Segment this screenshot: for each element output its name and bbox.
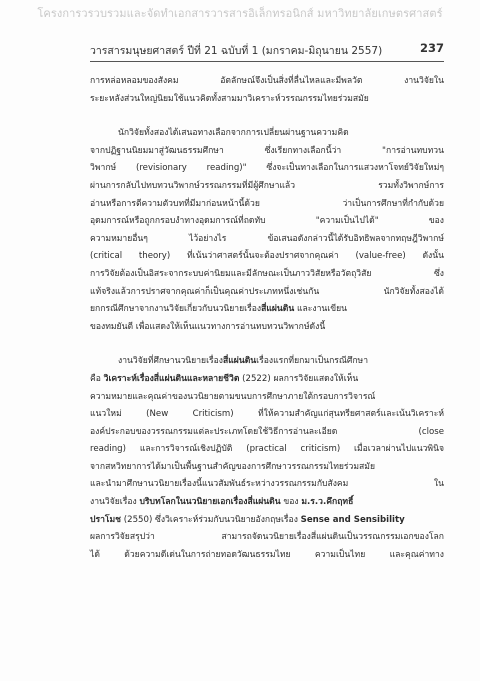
- text-line: การวิจัยต้องเป็นอิสระจากระบบค่านิยมและมีลักษณะเป็นภาววิสัยหรือวัตถุวิสัย ซึ่ง: [90, 268, 444, 279]
- text-line: [90, 371, 444, 389]
- paragraph-3: [90, 353, 444, 564]
- text-line: องค์ประกอบของวรรณกรรมแต่ละประเภทโดยใช้วิธีการอ่านละเอียด (close: [90, 426, 444, 437]
- text-line: [90, 512, 444, 530]
- running-header: [90, 42, 444, 58]
- text-run: เรื่องแรกที่ยกมาเป็นกรณีศึกษา: [256, 356, 369, 367]
- text-run: (2522) ผลการวิจัยแสดงให้เห็น: [239, 373, 359, 384]
- text-line: ได้ ด้วยความดีเด่นในการถ่ายทอดวัฒนธรรมไทย ความเป็นไทย และคุณค่าทาง: [90, 549, 444, 560]
- thesis-title: บริบทโลกในนวนิยายเอกเรื่องสี่แผ่นดิน: [139, 497, 281, 508]
- text-line: แท้จริงแล้วการปราศจากคุณค่าก็เป็นคุณค่าประเภทหนึ่งเช่นกัน นักวิจัยทั้งสองได้: [90, 286, 444, 297]
- page-number: 237: [419, 41, 444, 55]
- author-name: ปราโมช: [90, 514, 122, 525]
- text-run: งานวิจัยที่ศึกษานวนิยายเรื่อง: [118, 356, 223, 367]
- text-run: ของ: [283, 497, 299, 508]
- paragraph-1: [90, 73, 444, 108]
- journal-title: วารสารมนุษยศาสตร์ ปีที่ 21 ฉบับที่ 1 (มกราคม-มิถุนายน 2557): [90, 45, 383, 57]
- text-line: [90, 301, 444, 319]
- text-line: แนวใหม่ (New Criticism) ที่ให้ความสำคัญแก่สุนทรียศาสตร์และเน้นวิเคราะห์: [90, 409, 444, 420]
- text-run: คือ: [90, 373, 101, 384]
- text-line: นักวิจัยทั้งสองได้เสนอทางเลือกจากการเปลี่ยนผ่านฐานความคิด: [118, 128, 349, 139]
- text-line: [90, 353, 444, 371]
- text-run: และงานเขียน: [294, 304, 348, 315]
- study-title: วิเคราะห์เรื่องสี่แผ่นดินและหลายชีวิต: [103, 373, 240, 384]
- text-line: และนำมาศึกษานวนิยายเรื่องนี้แนวสัมพันธ์ระหว่างวรรณกรรมกับสังคม ใน: [90, 479, 444, 490]
- text-line: ผลการวิจัยสรุปว่า สามารถจัดนวนิยายเรื่องสี่แผ่นดินเป็นวรรณกรรมเอกของโลก: [90, 532, 444, 543]
- text-run: (2550) ซึ่งวิเคราะห์ร่วมกับนวนิยายอังกฤษเรื่อง: [121, 514, 298, 525]
- text-line: ความหมายและคุณค่าของนวนิยายตามขนบการศึกษาภายใต้กรอบการวิจารณ์: [90, 391, 376, 402]
- text-line: ความหมายอื่นๆ ไว้อย่างไร ข้อเสนอดังกล่าวนี้ได้รับอิทธิพลจากทฤษฎีวิพากษ์: [90, 233, 444, 244]
- novel-title: สี่แผ่นดิน: [223, 356, 257, 367]
- text-line: ระยะหลังส่วนใหญ่นิยมใช้แนวคิดทั้งสามมาวิเคราะห์วรรณกรรมไทยร่วมสมัย: [90, 93, 369, 104]
- paragraph-gap: [90, 108, 444, 125]
- text-line: ของทมยันตี เพื่อแสดงให้เห็นแนวทางการอ่านทบทวนวิพากษ์ดังนี้: [90, 321, 326, 332]
- text-run: ยกกรณีศึกษาจากงานวิจัยเกี่ยวกับนวนิยายเรื่อง: [90, 304, 262, 315]
- body-text: [90, 73, 444, 564]
- text-line: reading) และการวิจารณ์เชิงปฏิบัติ (practical criticism) เมื่อเวลาผ่านไปแนวพินิจ: [90, 444, 444, 455]
- author-name: ม.ร.ว.คึกฤทธิ์: [301, 497, 354, 508]
- paragraph-2: [90, 125, 444, 336]
- text-line: ผ่านการกลับไปทบทวนวิพากษ์วรรณกรรมที่มีผู้ศึกษาแล้ว รวมทั้งวิพากษ์การ: [90, 180, 444, 191]
- text-line: จากปฏิฐานนิยมมาสู่วัฒนธรรมศึกษา ซึ่งเรียกทางเลือกนี้ว่า "การอ่านทบทวน: [90, 145, 444, 156]
- watermark-text: โครงการวรวบรวมและจัดทำเอกสารวารสารอิเล็กทรอนิกส์ มหาวิทยาลัยเกษตรศาสตร์: [37, 7, 443, 20]
- text-line: วิพากษ์ (revisionary reading)" ซึ่งจะเป็นทางเลือกในการแสวงหาโจทย์วิจัยใหม่ๆ: [90, 163, 444, 174]
- text-line: การหล่อหลอมของสังคม อัตลักษณ์จึงเป็นสิ่งที่ลื่นไหลและมีพลวัต งานวิจัยใน: [90, 76, 444, 86]
- novel-title: สี่แผ่นดิน: [261, 304, 295, 315]
- text-line: จากสหวิทยาการได้มาเป็นพื้นฐานสำคัญของการศึกษาวรรณกรรมไทยร่วมสมัย: [90, 461, 375, 472]
- text-run: งานวิจัยเรื่อง: [90, 497, 137, 508]
- text-line: อุดมการณ์หรือถูกกรอบงำทางอุดมการณ์ที่ถดทับ "ความเป็นไปได้" ของ: [90, 216, 444, 227]
- text-line: อ่านหรือการตีความตัวบทที่มีมาก่อนหน้านี้ด้วย ว่าเป็นการศึกษาที่กำกับด้วย: [90, 198, 444, 209]
- header-rule: [90, 61, 444, 62]
- paragraph-gap: [90, 336, 444, 353]
- english-novel-title: Sense and Sensibility: [300, 514, 405, 525]
- text-line: (critical theory) ที่เน้นว่าศาสตร์นั้นจะต้องปราศจากคุณค่า (value-free) ดังนั้น: [90, 251, 444, 262]
- text-line: [90, 494, 444, 512]
